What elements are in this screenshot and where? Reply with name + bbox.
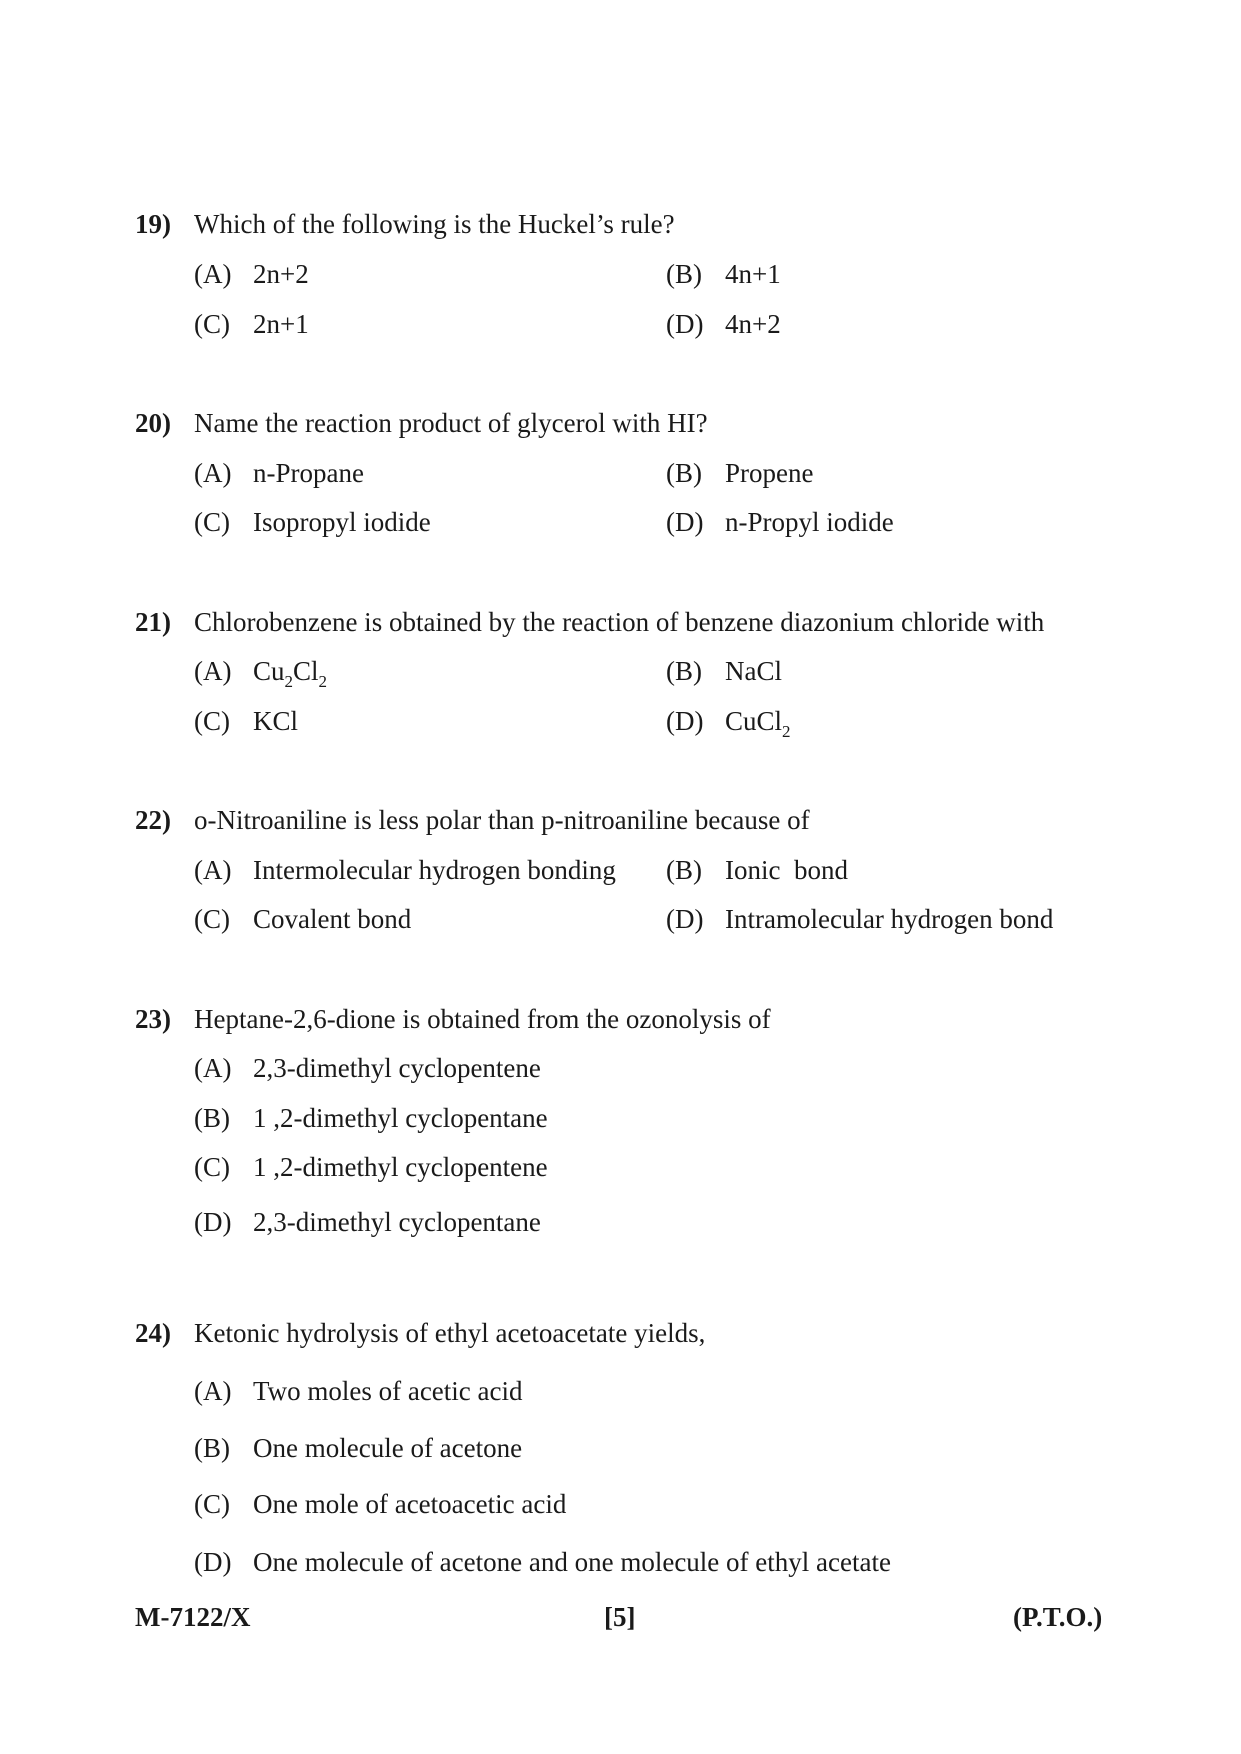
question-number: 21) xyxy=(135,607,171,637)
option-text: Intermolecular hydrogen bonding xyxy=(253,855,616,885)
option-text: One mole of acetoacetic acid xyxy=(253,1489,567,1519)
question-number: 20) xyxy=(135,408,171,438)
option-label: (D) xyxy=(666,507,704,537)
option-b xyxy=(666,457,813,489)
option-text: 2n+2 xyxy=(253,259,309,289)
pto-label: (P.T.O.) xyxy=(1013,1602,1103,1632)
option-a xyxy=(194,258,309,290)
question-24 xyxy=(135,1317,705,1349)
option-text: One molecule of acetone xyxy=(253,1433,523,1463)
option-c xyxy=(194,705,298,737)
option-d xyxy=(666,308,781,340)
option-text: n-Propyl iodide xyxy=(725,507,894,537)
option-label: (B) xyxy=(666,259,702,289)
option-text: Covalent bond xyxy=(253,904,412,934)
option-c xyxy=(194,506,431,538)
option-text: KCl xyxy=(253,706,299,736)
option-c xyxy=(194,1151,548,1183)
option-text: Two moles of acetic acid xyxy=(253,1376,523,1406)
question-text: Name the reaction product of glycerol with HI? xyxy=(194,408,708,438)
option-label: (D) xyxy=(194,1547,232,1577)
option-label: (D) xyxy=(666,309,704,339)
option-label: (C) xyxy=(194,904,230,934)
option-label: (A) xyxy=(194,855,232,885)
option-d xyxy=(194,1206,541,1238)
option-d xyxy=(666,903,1053,935)
option-text: 2,3-dimethyl cyclopentene xyxy=(253,1053,541,1083)
question-text: Chlorobenzene is obtained by the reaction of benzene diazonium chloride with xyxy=(194,607,1045,637)
option-a xyxy=(194,1375,523,1407)
question-23 xyxy=(135,1003,771,1035)
question-text: o-Nitroaniline is less polar than p-nitroaniline because of xyxy=(194,805,810,835)
option-label: (A) xyxy=(194,1376,232,1406)
option-d xyxy=(666,705,791,741)
question-number: 22) xyxy=(135,805,171,835)
option-label: (B) xyxy=(666,458,702,488)
option-a xyxy=(194,1052,541,1084)
question-number: 19) xyxy=(135,209,171,239)
option-text: 4n+1 xyxy=(725,259,781,289)
option-text: One molecule of acetone and one molecule of ethyl acetate xyxy=(253,1547,891,1577)
option-d xyxy=(194,1546,891,1578)
question-text: Heptane-2,6-dione is obtained from the ozonolysis of xyxy=(194,1004,771,1034)
option-label: (A) xyxy=(194,458,232,488)
option-text: NaCl xyxy=(725,656,782,686)
option-b xyxy=(666,258,781,290)
question-text: Which of the following is the Huckel’s rule? xyxy=(194,209,675,239)
question-number: 24) xyxy=(135,1318,171,1348)
option-label: (C) xyxy=(194,706,230,736)
option-label: (C) xyxy=(194,507,230,537)
option-b xyxy=(666,655,782,687)
option-label: (B) xyxy=(666,656,702,686)
option-a xyxy=(194,457,364,489)
question-text: Ketonic hydrolysis of ethyl acetoacetate yields, xyxy=(194,1318,706,1348)
option-c xyxy=(194,903,411,935)
option-b xyxy=(194,1102,548,1134)
option-text: 2,3-dimethyl cyclopentane xyxy=(253,1207,541,1237)
option-c xyxy=(194,1488,566,1520)
question-21 xyxy=(135,606,1044,638)
option-label: (D) xyxy=(666,706,704,736)
option-label: (B) xyxy=(666,855,702,885)
option-text: Isopropyl iodide xyxy=(253,507,431,537)
option-text: 2n+1 xyxy=(253,309,309,339)
option-label: (D) xyxy=(194,1207,232,1237)
option-label: (A) xyxy=(194,656,232,686)
option-c xyxy=(194,308,309,340)
question-19 xyxy=(135,208,675,240)
option-text: 1 ,2-dimethyl cyclopentane xyxy=(253,1103,548,1133)
option-text: Intramolecular hydrogen bond xyxy=(725,904,1054,934)
option-b xyxy=(194,1432,522,1464)
option-label: (B) xyxy=(194,1433,230,1463)
option-label: (D) xyxy=(666,904,704,934)
question-22 xyxy=(135,804,810,836)
option-formula: CuCl$_2$ xyxy=(725,706,791,741)
option-label: (B) xyxy=(194,1103,230,1133)
option-label: (C) xyxy=(194,309,230,339)
option-formula: $Cu_2Cl_2$ xyxy=(253,656,328,691)
option-text: Ionic bond xyxy=(725,855,848,885)
option-b xyxy=(666,854,848,886)
option-a xyxy=(194,655,328,691)
option-d xyxy=(666,506,894,538)
page-number: [5] xyxy=(604,1602,636,1632)
option-label: (C) xyxy=(194,1152,230,1182)
question-20 xyxy=(135,407,708,439)
option-label: (A) xyxy=(194,1053,232,1083)
option-text: 1 ,2-dimethyl cyclopentene xyxy=(253,1152,548,1182)
question-number: 23) xyxy=(135,1004,171,1034)
option-a xyxy=(194,854,616,886)
option-label: (A) xyxy=(194,259,232,289)
paper-code: M-7122/X xyxy=(135,1602,251,1632)
option-text: Propene xyxy=(725,458,814,488)
option-label: (C) xyxy=(194,1489,230,1519)
option-text: n-Propane xyxy=(253,458,364,488)
option-text: 4n+2 xyxy=(725,309,781,339)
